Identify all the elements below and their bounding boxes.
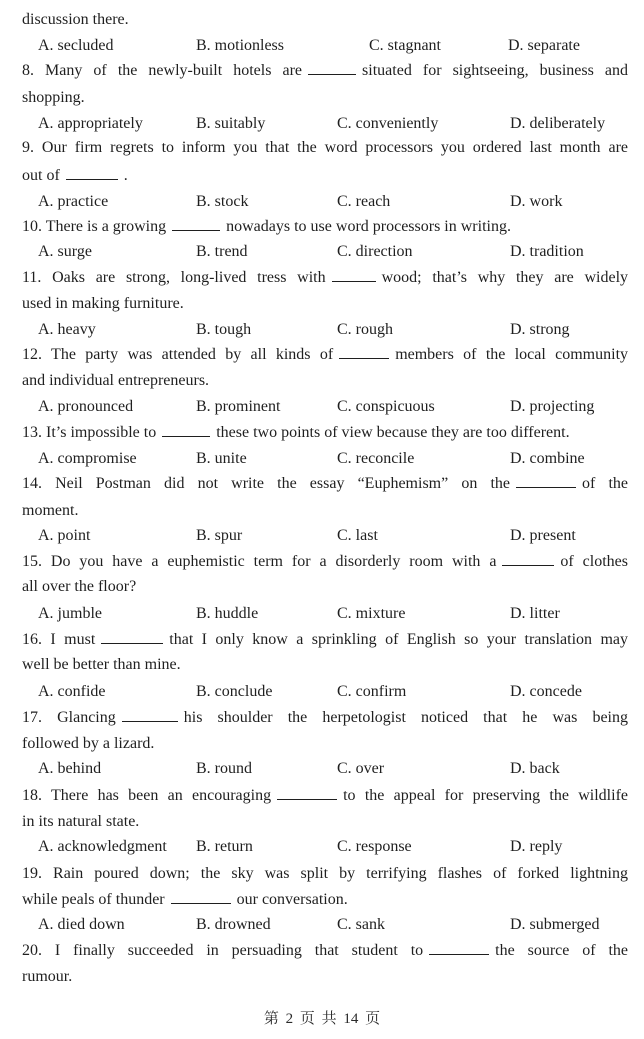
question-18-line xyxy=(22,783,628,809)
option-a: A. confide xyxy=(38,683,106,700)
option-b: B. suitably xyxy=(196,115,266,132)
question-17-line xyxy=(22,731,628,757)
option-b: B. prominent xyxy=(196,398,281,415)
answer-blank xyxy=(339,342,389,359)
option-d: D. concede xyxy=(510,683,582,700)
answer-blank xyxy=(516,471,576,488)
stem-text: our conversation. xyxy=(236,891,348,908)
option-d: D. separate xyxy=(508,37,580,54)
stem-text: of clothes xyxy=(560,553,628,570)
answer-blank xyxy=(101,627,163,644)
option-c: C. mixture xyxy=(337,605,406,622)
answer-blank xyxy=(122,705,178,722)
stem-text: situated for sightseeing, business and xyxy=(362,62,629,79)
question-8-line xyxy=(22,85,628,111)
stem-text: all over the floor? xyxy=(22,578,137,595)
option-d: D. tradition xyxy=(510,243,584,260)
question-11-line xyxy=(22,291,628,317)
option-a: A. point xyxy=(38,527,91,544)
option-a: A. heavy xyxy=(38,321,96,338)
option-d: D. back xyxy=(510,760,560,777)
answer-blank xyxy=(66,163,118,180)
stem-text: 14. Neil Postman did not write the essay “Euphemism” on the xyxy=(22,475,510,492)
answer-options xyxy=(0,239,644,265)
stem-text: while peals of thunder xyxy=(22,891,165,908)
answer-blank xyxy=(429,938,489,955)
question-15-line xyxy=(22,574,628,600)
question-18-line xyxy=(22,809,628,835)
stem-text: 16. I must xyxy=(22,631,96,648)
stem-text: 8. Many of the newly-built hotels are xyxy=(22,62,303,79)
question-16-line xyxy=(22,627,628,653)
option-c: C. reconcile xyxy=(337,450,415,467)
option-c: C. over xyxy=(337,760,385,777)
stem-text: that I only know a sprinkling of English so your translation may xyxy=(169,631,629,648)
question-16-line xyxy=(22,652,628,678)
page-footer: 第 2 页 共 14 页 xyxy=(263,1011,381,1027)
option-a: A. jumble xyxy=(38,605,102,622)
question-11-line xyxy=(22,265,628,291)
option-d: D. projecting xyxy=(510,398,595,415)
answer-options xyxy=(0,834,644,860)
option-b: B. trend xyxy=(196,243,248,260)
option-a: A. died down xyxy=(38,916,125,933)
question-20-line xyxy=(22,964,628,990)
stem-text: moment. xyxy=(22,502,79,519)
answer-blank xyxy=(277,783,337,800)
option-b: B. tough xyxy=(196,321,252,338)
question-13-line xyxy=(22,420,628,446)
answer-options xyxy=(0,523,644,549)
question-19-line xyxy=(22,887,628,913)
question-14-line xyxy=(22,498,628,524)
stem-text: his shoulder the herpetologist noticed that he was being xyxy=(183,709,628,726)
option-b: B. stock xyxy=(196,193,249,210)
option-b: B. return xyxy=(196,838,253,855)
answer-options xyxy=(0,33,644,59)
question-17-line xyxy=(22,705,628,731)
option-a: A. secluded xyxy=(38,37,114,54)
option-c: C. direction xyxy=(337,243,413,260)
option-b: B. motionless xyxy=(196,37,285,54)
question-12-line xyxy=(22,368,628,394)
stem-text: members of the local community xyxy=(395,346,629,363)
stem-text: out of xyxy=(22,167,60,184)
answer-options xyxy=(0,912,644,938)
answer-blank xyxy=(172,214,220,231)
stem-text: the source of the xyxy=(495,942,628,959)
question-9-line xyxy=(22,163,628,189)
question-15-line xyxy=(22,549,628,575)
stem-text: 18. There has been an encouraging xyxy=(22,787,272,804)
option-d: D. submerged xyxy=(510,916,600,933)
option-c: C. last xyxy=(337,527,378,544)
option-d: D. litter xyxy=(510,605,560,622)
answer-options xyxy=(0,601,644,627)
stem-text: 9. Our firm regrets to inform you that the word processors you ordered last month are xyxy=(22,139,628,156)
stem-text: 17. Glancing xyxy=(22,709,116,726)
stem-text: 12. The party was attended by all kinds of xyxy=(22,346,334,363)
question-19-line xyxy=(22,861,628,887)
stem-text: . xyxy=(123,167,128,184)
answer-options xyxy=(0,394,644,420)
stem-text: of the xyxy=(582,475,628,492)
option-c: C. confirm xyxy=(337,683,407,700)
option-c: C. reach xyxy=(337,193,391,210)
option-a: A. compromise xyxy=(38,450,137,467)
option-d: D. combine xyxy=(510,450,585,467)
option-a: A. acknowledgment xyxy=(38,838,167,855)
answer-options xyxy=(0,756,644,782)
question-9-line xyxy=(22,135,628,161)
option-d: D. present xyxy=(510,527,576,544)
stem-text: and individual entrepreneurs. xyxy=(22,372,210,389)
answer-options xyxy=(0,189,644,215)
stem-text: rumour. xyxy=(22,968,73,985)
option-d: D. work xyxy=(510,193,563,210)
answer-options xyxy=(0,111,644,137)
answer-options xyxy=(0,446,644,472)
answer-blank xyxy=(332,265,376,282)
stem-text: shopping. xyxy=(22,89,85,106)
question-12-line xyxy=(22,342,628,368)
option-b: B. spur xyxy=(196,527,243,544)
option-d: D. strong xyxy=(510,321,570,338)
option-b: B. unite xyxy=(196,450,247,467)
option-c: C. conspicuous xyxy=(337,398,435,415)
stem-text: nowadays to use word processors in writing. xyxy=(226,218,511,235)
option-b: B. conclude xyxy=(196,683,273,700)
option-a: A. appropriately xyxy=(38,115,143,132)
stem-text: 11. Oaks are strong, long-lived tress with xyxy=(22,269,326,286)
option-c: C. sank xyxy=(337,916,385,933)
option-a: A. practice xyxy=(38,193,109,210)
stem-text: followed by a lizard. xyxy=(22,735,155,752)
option-a: A. pronounced xyxy=(38,398,134,415)
stem-text: used in making furniture. xyxy=(22,295,184,312)
stem-text: in its natural state. xyxy=(22,813,140,830)
option-d: D. reply xyxy=(510,838,563,855)
option-c: C. response xyxy=(337,838,412,855)
stem-text: 20. I finally succeeded in persuading that student to xyxy=(22,942,424,959)
option-b: B. huddle xyxy=(196,605,259,622)
stem-text: wood; that’s why they are widely xyxy=(381,269,629,286)
answer-blank xyxy=(162,420,210,437)
option-d: D. deliberately xyxy=(510,115,606,132)
answer-blank xyxy=(502,549,554,566)
stem-text: 13. It’s impossible to xyxy=(22,424,157,441)
answer-blank xyxy=(308,58,356,75)
option-a: A. surge xyxy=(38,243,92,260)
option-c: C. conveniently xyxy=(337,115,439,132)
question-14-line xyxy=(22,471,628,497)
question-10-line xyxy=(22,214,628,240)
stem-text: 10. There is a growing xyxy=(22,218,167,235)
option-c: C. rough xyxy=(337,321,393,338)
stem-text: 15. Do you have a euphemistic term for a disorderly room with a xyxy=(22,553,497,570)
question-20-line xyxy=(22,938,628,964)
stem-text: well be better than mine. xyxy=(22,656,181,673)
option-b: B. drowned xyxy=(196,916,271,933)
answer-options xyxy=(0,317,644,343)
stem-text: these two points of view because they are too different. xyxy=(216,424,570,441)
stem-text: to the appeal for preserving the wildlife xyxy=(343,787,628,804)
option-c: C. stagnant xyxy=(369,37,441,54)
option-a: A. behind xyxy=(38,760,102,777)
question-8-line xyxy=(22,58,628,84)
stem-text: 19. Rain poured down; the sky was split by terrifying flashes of forked lightning xyxy=(22,865,628,882)
answer-blank xyxy=(171,887,231,904)
answer-options xyxy=(0,679,644,705)
option-b: B. round xyxy=(196,760,252,777)
question-stem-line: discussion there. xyxy=(22,11,129,28)
